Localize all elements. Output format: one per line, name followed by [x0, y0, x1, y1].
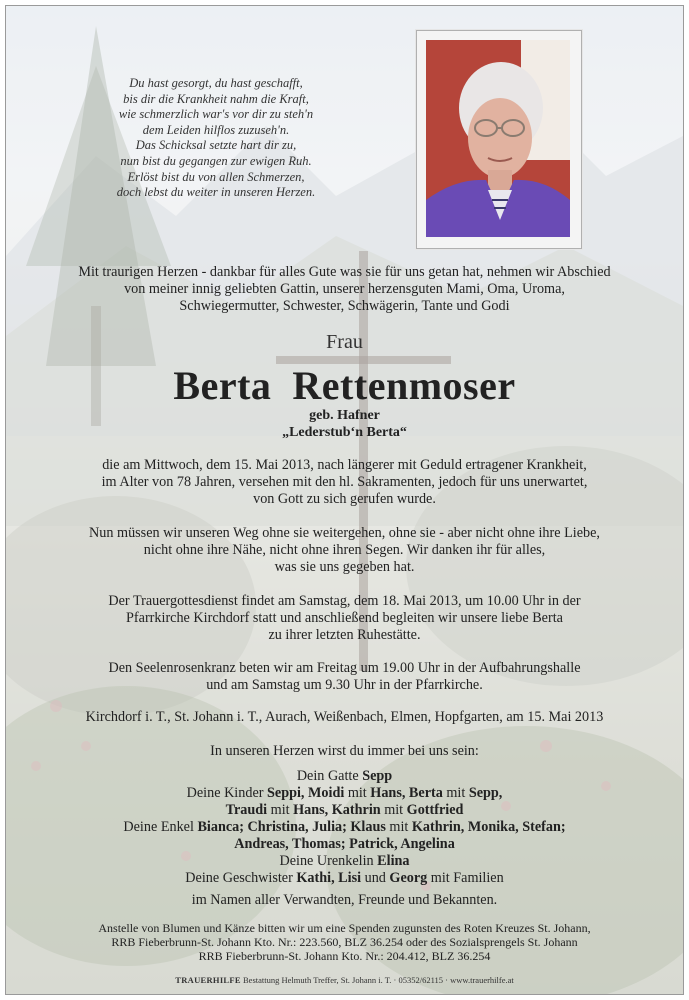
maiden-name: geb. Hafner [309, 408, 380, 423]
rosary-line: Den Seelenrosenkranz beten wir am Freitag um 19.00 Uhr in der Aufbahrungshalle [108, 660, 581, 676]
enkel-label: Deine Enkel [123, 819, 194, 835]
poem-line: dem Leiden hilflos zuzuseh'n. [142, 122, 290, 137]
donation-line: Anstelle von Blumen und Känze bitten wir um eine Spenden zugunsten des Roten Kreuzes St. Johann, [98, 921, 591, 935]
poem-line: wie schmerzlich war's vor dir zu steh'n [118, 107, 314, 122]
kinder-run: Sepp, [468, 785, 503, 801]
rosary-line: und am Samstag um 9.30 Uhr in der Pfarrkirche. [206, 677, 483, 693]
family-enkel [6, 819, 683, 836]
intro-text [6, 264, 683, 315]
portrait-frame [416, 30, 582, 249]
footer [6, 975, 683, 985]
urenkel-label: Deine Urenkelin [279, 853, 374, 869]
kinder-run: mit [344, 785, 371, 801]
enkel-run: Kathrin, Monika, Stefan; [411, 819, 566, 835]
poem-line: Erlöst bist du von allen Schmerzen, [127, 169, 305, 184]
family-gatte [6, 768, 683, 785]
donation-line: RRB Fieberbrunn-St. Johann Kto. Nr.: 204.412, BLZ 36.254 [198, 949, 491, 963]
parte-card [5, 5, 684, 995]
intro-line: Mit traurigen Herzen - dankbar für alles Gute was sie für uns getan hat, nehmen wir Abschied [78, 264, 611, 280]
donation-request [6, 921, 683, 963]
poem-line: Du hast gesorgt, du hast geschafft, [129, 76, 303, 90]
kinder-run: Seppi, Moidi [267, 785, 345, 801]
family-kinder [6, 785, 683, 802]
farewell-line: Nun müssen wir unseren Weg ohne sie weitergehen, ohne sie - aber nicht ohne ihre Liebe, [89, 525, 600, 541]
intro-line: Schwiegermutter, Schwester, Schwägerin, Tante und Godi [179, 298, 510, 314]
geschwister-run: Kathi, Lisi [296, 870, 362, 886]
death-notice [6, 457, 683, 508]
intro-line: von meiner innig geliebten Gattin, unserer herzensguten Mami, Oma, Uroma, [124, 281, 565, 297]
geschwister-names [296, 870, 503, 886]
poem-line: doch lebst du weiter in unseren Herzen. [116, 185, 316, 200]
kinder2-run: mit [380, 802, 407, 818]
farewell-line: nicht ohne ihre Nähe, nicht ohne ihren Segen. Wir danken ihr für alles, [143, 542, 546, 558]
poem-line: Das Schicksal setzte hart dir zu, [135, 138, 297, 153]
family-geschwister [6, 870, 683, 887]
enkel-run: mit [385, 819, 412, 835]
enkel-names [197, 819, 565, 835]
kinder-names [267, 785, 502, 801]
service-line: zu ihrer letzten Ruhestätte. [268, 627, 421, 643]
poem [86, 76, 346, 201]
family-list [6, 768, 683, 909]
family-all: im Namen aller Verwandten, Freunde und Bekannten. [191, 892, 498, 908]
death-line: die am Mittwoch, dem 15. Mai 2013, nach längerer mit Geduld ertragener Krankheit, [102, 457, 587, 473]
geschwister-label: Deine Geschwister [185, 870, 293, 886]
urenkel-name: Elina [377, 853, 410, 869]
funeral-service [6, 593, 683, 644]
death-line: von Gott zu sich gerufen wurde. [253, 491, 436, 507]
footer-brand: TRAUERHILFE [175, 975, 241, 985]
hearts-line [6, 743, 683, 760]
rosary-text [6, 660, 683, 694]
hearts-text: In unseren Herzen wirst du immer bei uns sein: [210, 743, 479, 759]
donation-line: RRB Fieberbrunn-St. Johann Kto. Nr.: 223.560, BLZ 36.254 oder des Sozialsprengels St. Johann [111, 935, 578, 949]
gatte-name: Sepp [362, 768, 393, 784]
place-date-line: Kirchdorf i. T., St. Johann i. T., Aurach, Weißenbach, Elmen, Hopfgarten, am 15. Mai 2013 [85, 709, 604, 725]
service-line: Der Trauergottesdienst findet am Samstag, dem 18. Mai 2013, um 10.00 Uhr in der [108, 593, 581, 609]
farewell-line: was sie uns gegeben hat. [274, 559, 415, 575]
kinder-run: Hans, Berta [370, 785, 443, 801]
kinder-run: mit [442, 785, 469, 801]
nickname: „Lederstub‘n Berta“ [282, 425, 407, 440]
footer-text: Bestattung Helmuth Treffer, St. Johann i. T. · 05352/62115 · www.trauerhilfe.at [243, 975, 514, 985]
farewell-text [6, 525, 683, 576]
poem-line: nun bist du gegangen zur ewigen Ruh. [120, 153, 312, 168]
geschwister-run: mit Familien [427, 870, 504, 886]
kinder2-run: Traudi [225, 802, 268, 818]
geschwister-run: und [361, 870, 390, 886]
death-line: im Alter von 78 Jahren, versehen mit den hl. Sakramenten, jedoch für uns unerwartet, [101, 474, 588, 490]
enkel-run: Bianca; Christina, Julia; Klaus [197, 819, 386, 835]
kinder-names-2 [6, 802, 683, 819]
kinder2-run: Gottfried [406, 802, 464, 818]
enkel-names-2: Andreas, Thomas; Patrick, Angelina [234, 836, 455, 852]
deceased-name: Berta Rettenmoser [173, 363, 516, 408]
service-line: Pfarrkirche Kirchdorf statt und anschließend begleiten wir unsere liebe Berta [126, 610, 563, 626]
salutation: Frau [326, 331, 363, 353]
kinder-label: Deine Kinder [186, 785, 264, 801]
geschwister-run: Georg [389, 870, 428, 886]
kinder2-run: mit [267, 802, 294, 818]
family-urenkel [6, 853, 683, 870]
portrait-photo [426, 40, 570, 237]
poem-line: bis dir die Krankheit nahm die Kraft, [123, 91, 309, 106]
kinder2-run: Hans, Kathrin [293, 802, 381, 818]
portrait-illustration [426, 40, 570, 237]
gatte-label: Dein Gatte [296, 768, 359, 784]
place-date [6, 709, 683, 726]
